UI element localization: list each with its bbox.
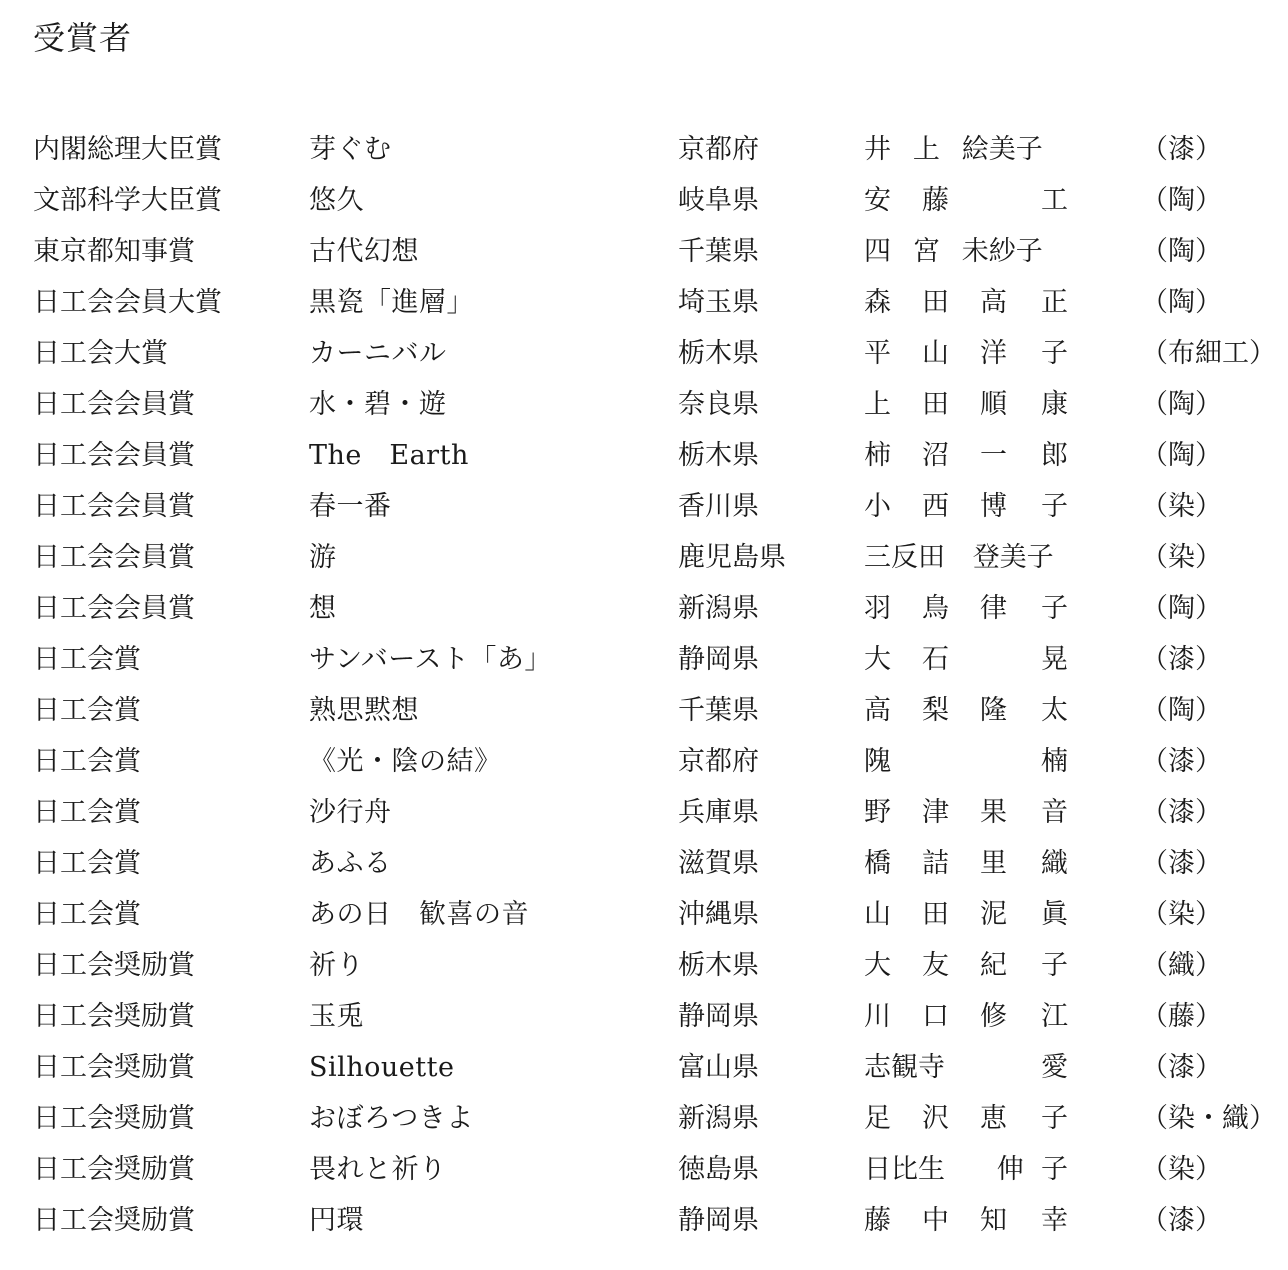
prefecture: 栃木県 [678,440,759,471]
award-row [33,1195,1273,1246]
prefecture: 新潟県 [678,1103,759,1134]
award-name: 日工会賞 [33,797,141,828]
award-name: 日工会奨励賞 [33,1052,195,1083]
artist-name [864,532,1068,583]
award-name: 日工会賞 [33,644,141,675]
artist-name-part: 晃 [1041,644,1068,675]
artist-name-part: 眞 [1041,899,1068,930]
award-row [33,532,1273,583]
artist-name-part: 紀 [980,950,1007,981]
craft-category: （陶） [1141,389,1222,420]
artist-name-part: 山 [922,338,949,369]
artist-name-part: 大 [864,644,891,675]
artist-name-part: 友 [922,950,949,981]
artist-name-part: 愛 [1041,1052,1068,1083]
artist-name [864,685,1068,736]
artist-name-part: 津 [922,797,949,828]
prefecture: 鹿児島県 [678,542,786,573]
artist-name-part: 伸 [996,1154,1024,1185]
artist-name-part: 羽 [864,593,891,624]
prefecture: 静岡県 [678,1205,759,1236]
artist-name-part: 上 [912,134,940,165]
prefecture: 富山県 [678,1052,759,1083]
award-row [33,991,1273,1042]
artist-name [864,175,1068,226]
award-row [33,1144,1273,1195]
prefecture: 岐阜県 [678,185,759,216]
award-name: 日工会賞 [33,899,141,930]
artist-name [864,379,1068,430]
award-name: 日工会奨励賞 [33,1103,195,1134]
artist-name-part: 日比生 [864,1154,945,1185]
award-name: 内閣総理大臣賞 [33,134,222,165]
artist-name-part: 果 [980,797,1007,828]
prefecture: 兵庫県 [678,797,759,828]
award-name: 日工会賞 [33,746,141,777]
prefecture: 千葉県 [678,695,759,726]
artist-name-part [953,1144,997,1195]
artist-name-part: 隗 [864,746,891,777]
work-title: サンバースト「あ」 [309,644,552,675]
artist-name-part: 宮 [912,236,940,267]
prefecture: 香川県 [678,491,759,522]
award-row [33,583,1273,634]
award-row [33,736,1273,787]
award-name: 日工会会員賞 [33,440,195,471]
craft-category: （漆） [1141,848,1222,879]
award-row [33,634,1273,685]
artist-name-part: 音 [1041,797,1068,828]
craft-category: （織） [1141,950,1222,981]
artist-name-part: 子 [1041,950,1068,981]
artist-name-part: 田 [922,899,949,930]
artist-name-part: 恵 [980,1103,1007,1134]
craft-category: （布細工） [1141,338,1276,369]
work-title: 想 [309,593,337,624]
artist-name-part: 梨 [922,695,949,726]
craft-category: （染・織） [1141,1103,1276,1134]
artist-name-part: 知 [980,1205,1007,1236]
prefecture: 京都府 [678,746,759,777]
work-title: 黒瓷「進層」 [309,287,474,318]
artist-name-part: 郎 [1041,440,1068,471]
artist-name [864,634,1068,685]
work-title: 芽ぐむ [309,134,392,165]
artist-name [864,328,1068,379]
artist-name-part: 高 [864,695,891,726]
prefecture: 千葉県 [678,236,759,267]
work-title: 玉兎 [309,1001,364,1032]
artist-name-part: 太 [1041,695,1068,726]
artist-name [864,430,1068,481]
artist-name [864,481,1068,532]
award-row [33,1093,1276,1144]
award-row [33,685,1273,736]
prefecture: 沖縄県 [678,899,759,930]
artist-name-part: 一 [980,440,1007,471]
award-row [33,838,1273,889]
work-title: 古代幻想 [309,236,419,267]
artist-name-part: 三反田 [864,542,945,573]
artist-name-part: 小 [864,491,891,522]
artist-name-part: 織 [1041,848,1068,879]
craft-category: （陶） [1141,695,1222,726]
work-title: あふる [309,848,392,879]
artist-name [864,1195,1068,1246]
award-list [33,124,1276,1246]
craft-category: （漆） [1141,797,1222,828]
award-row [33,787,1273,838]
artist-name-part: 四 [864,236,891,267]
craft-category: （陶） [1141,440,1222,471]
artist-name [864,1093,1068,1144]
work-title: あの日 歓喜の音 [309,899,529,930]
prefecture: 徳島県 [678,1154,759,1185]
artist-name [864,787,1068,838]
artist-name-part: 沼 [922,440,949,471]
artist-name-part: 子 [1041,593,1068,624]
award-name: 日工会会員賞 [33,491,195,522]
craft-category: （漆） [1141,644,1222,675]
award-row [33,226,1273,277]
craft-category: （陶） [1141,185,1222,216]
craft-category: （染） [1141,1154,1222,1185]
artist-name [864,838,1068,889]
artist-name-part: 高 [980,287,1007,318]
award-name: 日工会奨励賞 [33,1154,195,1185]
artist-name-part: 足 [864,1103,891,1134]
artist-name-part [980,175,1038,226]
award-name: 日工会賞 [33,848,141,879]
craft-category: （染） [1141,542,1222,573]
award-name: 日工会賞 [33,695,141,726]
artist-name-part [1054,532,1068,583]
work-title: 沙行舟 [309,797,392,828]
work-title: 游 [309,542,337,573]
craft-category: （陶） [1141,236,1222,267]
prefecture: 栃木県 [678,950,759,981]
artist-name-part: 藤 [922,185,949,216]
work-title: カーニバル [309,338,447,369]
craft-category: （染） [1141,491,1222,522]
prefecture: 栃木県 [678,338,759,369]
craft-category: （漆） [1141,1052,1222,1083]
artist-name-part: 安 [864,185,891,216]
prefecture: 京都府 [678,134,759,165]
artist-name-part: 上 [864,389,891,420]
work-title: 春一番 [309,491,392,522]
artist-name-part: 正 [1041,287,1068,318]
artist-name-part: 平 [864,338,891,369]
artist-name [864,583,1068,634]
artist-name [864,736,1068,787]
artist-name-part: 野 [864,797,891,828]
artist-name [864,1042,1068,1093]
artist-name-part: 律 [980,593,1007,624]
prefecture: 静岡県 [678,1001,759,1032]
artist-name-part [1043,226,1068,277]
artist-name-part: 順 [980,389,1007,420]
artist-name-part: 川 [864,1001,891,1032]
artist-name [864,991,1068,1042]
craft-category: （漆） [1141,746,1222,777]
artist-name-part [997,1042,1041,1093]
award-name: 日工会会員賞 [33,593,195,624]
award-name: 東京都知事賞 [33,236,195,267]
work-title: 祈り [309,950,364,981]
artist-name-part: 楠 [1041,746,1068,777]
work-title: 円環 [309,1205,364,1236]
artist-name-part: 里 [980,848,1007,879]
award-row [33,175,1273,226]
artist-name [864,277,1068,328]
artist-name-part: 登美子 [972,542,1054,573]
artist-name-part: 石 [922,644,949,675]
work-title: 水・碧・遊 [309,389,447,420]
artist-name-part: 志観寺 [864,1052,945,1083]
artist-name-part: 沢 [922,1103,949,1134]
artist-name-part: 修 [980,1001,1007,1032]
artist-name-part: 未紗子 [961,236,1043,267]
work-title: Silhouette [309,1052,455,1083]
artist-name-part: 井 [864,134,891,165]
artist-name-part: 幸 [1041,1205,1068,1236]
artist-name-part: 中 [922,1205,949,1236]
award-row [33,889,1273,940]
award-name: 日工会奨励賞 [33,1205,195,1236]
artist-name [864,889,1068,940]
work-title: The Earth [309,440,469,471]
award-row [33,379,1273,430]
artist-name-part [953,1042,997,1093]
award-row [33,481,1273,532]
craft-category: （陶） [1141,287,1222,318]
artist-name-part: 田 [922,287,949,318]
artist-name [864,124,1068,175]
artist-name-part [980,736,1038,787]
artist-name-part: 洋 [980,338,1007,369]
artist-name [864,940,1068,991]
artist-name-part: 子 [1041,338,1068,369]
artist-name-part [922,736,980,787]
craft-category: （陶） [1141,593,1222,624]
artist-name-part: 泥 [980,899,1007,930]
artist-name-part: 森 [864,287,891,318]
prefecture: 埼玉県 [678,287,759,318]
artist-name-part: 田 [922,389,949,420]
artist-name-part: 隆 [980,695,1007,726]
award-name: 日工会会員賞 [33,389,195,420]
artist-name-part: 子 [1041,1154,1068,1185]
work-title: 《光・陰の結》 [309,746,502,777]
artist-name-part: 柿 [864,440,891,471]
artist-name-part [945,532,973,583]
artist-name-part: 子 [1041,1103,1068,1134]
artist-name-part: 橋 [864,848,891,879]
award-name: 日工会会員大賞 [33,287,222,318]
artist-name-part: 江 [1041,1001,1068,1032]
work-title: 熟思黙想 [309,695,419,726]
award-row [33,277,1273,328]
work-title: おぼろつきよ [309,1103,474,1134]
work-title: 悠久 [309,185,364,216]
award-name: 日工会大賞 [33,338,168,369]
artist-name-part: 藤 [864,1205,891,1236]
artist-name [864,1144,1068,1195]
artist-name-part: 絵美子 [961,134,1043,165]
craft-category: （漆） [1141,1205,1222,1236]
prefecture: 奈良県 [678,389,759,420]
page-title: 受賞者 [33,19,133,57]
craft-category: （染） [1141,899,1222,930]
artist-name [864,226,1068,277]
award-name: 文部科学大臣賞 [33,185,222,216]
artist-name-part: 博 [980,491,1007,522]
artist-name-part: 子 [1041,491,1068,522]
artist-name-part: 康 [1041,389,1068,420]
award-row [33,124,1273,175]
award-row [33,940,1273,991]
craft-category: （漆） [1141,134,1222,165]
award-name: 日工会奨励賞 [33,950,195,981]
prefecture: 静岡県 [678,644,759,675]
artist-name-part [1043,124,1068,175]
artist-name-part: 口 [922,1001,949,1032]
artist-name-part: 詰 [922,848,949,879]
award-row [33,328,1276,379]
prefecture: 滋賀県 [678,848,759,879]
work-title: 畏れと祈り [309,1154,447,1185]
prefecture: 新潟県 [678,593,759,624]
artist-name-part: 西 [922,491,949,522]
artist-name-part: 山 [864,899,891,930]
craft-category: （藤） [1141,1001,1222,1032]
award-row [33,1042,1273,1093]
artist-name-part [980,634,1038,685]
award-name: 日工会会員賞 [33,542,195,573]
artist-name-part: 大 [864,950,891,981]
award-row [33,430,1273,481]
artist-name-part: 工 [1041,185,1068,216]
award-name: 日工会奨励賞 [33,1001,195,1032]
artist-name-part: 鳥 [922,593,949,624]
